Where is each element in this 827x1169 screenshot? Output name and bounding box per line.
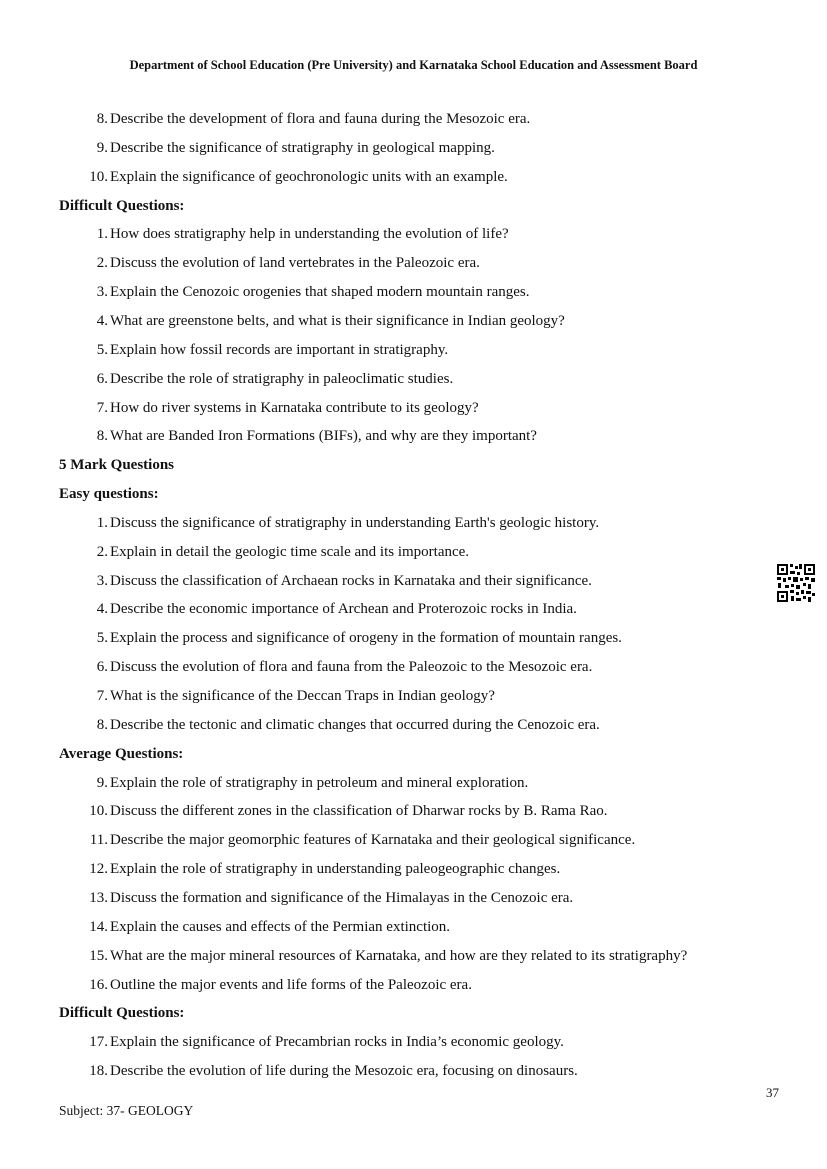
section-heading: Difficult Questions: xyxy=(59,1005,185,1021)
question-text: Describe the economic importance of Archean and Proterozoic rocks in India. xyxy=(110,601,577,617)
question-text: Explain how fossil records are important in stratigraphy. xyxy=(110,342,449,358)
page-number: 37 xyxy=(766,1085,779,1100)
question-number: 3. xyxy=(96,284,108,300)
question-number: 8. xyxy=(96,111,108,127)
question-number: 7. xyxy=(96,400,108,416)
question-number: 15. xyxy=(89,948,108,964)
question-number: 8. xyxy=(96,717,108,733)
question-text: What are greenstone belts, and what is their significance in Indian geology? xyxy=(110,313,565,329)
section-heading: Average Questions: xyxy=(59,746,184,762)
question-text: Explain in detail the geologic time scale and its importance. xyxy=(110,544,470,560)
question-text: Describe the major geomorphic features of Karnataka and their geological significance. xyxy=(110,832,636,848)
question-text: Discuss the formation and significance of the Himalayas in the Cenozoic era. xyxy=(110,890,574,906)
question-text: Discuss the evolution of land vertebrates in the Paleozoic era. xyxy=(110,255,480,271)
question-number: 2. xyxy=(96,255,108,271)
question-text: What are the major mineral resources of Karnataka, and how are they related to its stratigraphy? xyxy=(110,948,688,964)
question-text: What is the significance of the Deccan Traps in Indian geology? xyxy=(110,688,495,704)
question-number: 10. xyxy=(89,803,108,819)
question-text: How do river systems in Karnataka contribute to its geology? xyxy=(110,400,479,416)
question-text: Discuss the different zones in the classification of Dharwar rocks by B. Rama Rao. xyxy=(110,803,608,819)
question-number: 5. xyxy=(96,342,108,358)
question-text: Discuss the significance of stratigraphy in understanding Earth's geologic history. xyxy=(110,515,600,531)
question-number: 12. xyxy=(89,861,108,877)
question-text: Explain the Cenozoic orogenies that shaped modern mountain ranges. xyxy=(110,284,530,300)
question-text: Outline the major events and life forms of the Paleozoic era. xyxy=(110,977,472,993)
question-number: 3. xyxy=(96,573,108,589)
question-number: 5. xyxy=(96,630,108,646)
question-number: 6. xyxy=(96,659,108,675)
question-text: Explain the significance of Precambrian rocks in India’s economic geology. xyxy=(110,1034,564,1050)
question-text: Describe the evolution of life during the Mesozoic era, focusing on dinosaurs. xyxy=(110,1063,578,1079)
section-heading: Difficult Questions: xyxy=(59,198,185,214)
question-text: How does stratigraphy help in understanding the evolution of life? xyxy=(110,226,509,242)
question-number: 6. xyxy=(96,371,108,387)
question-text: Discuss the evolution of flora and fauna from the Paleozoic to the Mesozoic era. xyxy=(110,659,593,675)
question-number: 7. xyxy=(96,688,108,704)
question-text: Discuss the classification of Archaean rocks in Karnataka and their significance. xyxy=(110,573,592,589)
question-text: Explain the significance of geochronologic units with an example. xyxy=(110,169,508,185)
section-heading: Easy questions: xyxy=(59,486,159,502)
question-text: Describe the development of flora and fauna during the Mesozoic era. xyxy=(110,111,531,127)
question-text: Explain the causes and effects of the Permian extinction. xyxy=(110,919,451,935)
page-header: Department of School Education (Pre University) and Karnataka School Education and Assessment Board xyxy=(129,58,698,72)
question-number: 14. xyxy=(89,919,108,935)
question-number: 1. xyxy=(96,515,108,531)
qr-code-icon xyxy=(776,563,816,603)
question-number: 9. xyxy=(96,775,108,791)
question-text: Describe the role of stratigraphy in paleoclimatic studies. xyxy=(110,371,454,387)
question-number: 4. xyxy=(96,601,108,617)
question-number: 18. xyxy=(89,1063,108,1079)
question-text: Explain the role of stratigraphy in understanding paleogeographic changes. xyxy=(110,861,561,877)
question-number: 8. xyxy=(96,428,108,444)
question-number: 13. xyxy=(89,890,108,906)
question-number: 16. xyxy=(89,977,108,993)
question-number: 9. xyxy=(96,140,108,156)
question-number: 1. xyxy=(96,226,108,242)
question-text: Explain the role of stratigraphy in petroleum and mineral exploration. xyxy=(110,775,529,791)
question-number: 2. xyxy=(96,544,108,560)
question-number: 11. xyxy=(89,832,108,848)
question-number: 10. xyxy=(89,169,108,185)
question-text: Explain the process and significance of orogeny in the formation of mountain ranges. xyxy=(110,630,622,646)
page-footer-subject: Subject: 37- GEOLOGY xyxy=(59,1103,194,1118)
question-number: 4. xyxy=(96,313,108,329)
question-text: Describe the tectonic and climatic changes that occurred during the Cenozoic era. xyxy=(110,717,600,733)
question-text: Describe the significance of stratigraphy in geological mapping. xyxy=(110,140,495,156)
question-number: 17. xyxy=(89,1034,108,1050)
question-text: What are Banded Iron Formations (BIFs), and why are they important? xyxy=(110,428,537,444)
section-heading: 5 Mark Questions xyxy=(59,457,175,473)
